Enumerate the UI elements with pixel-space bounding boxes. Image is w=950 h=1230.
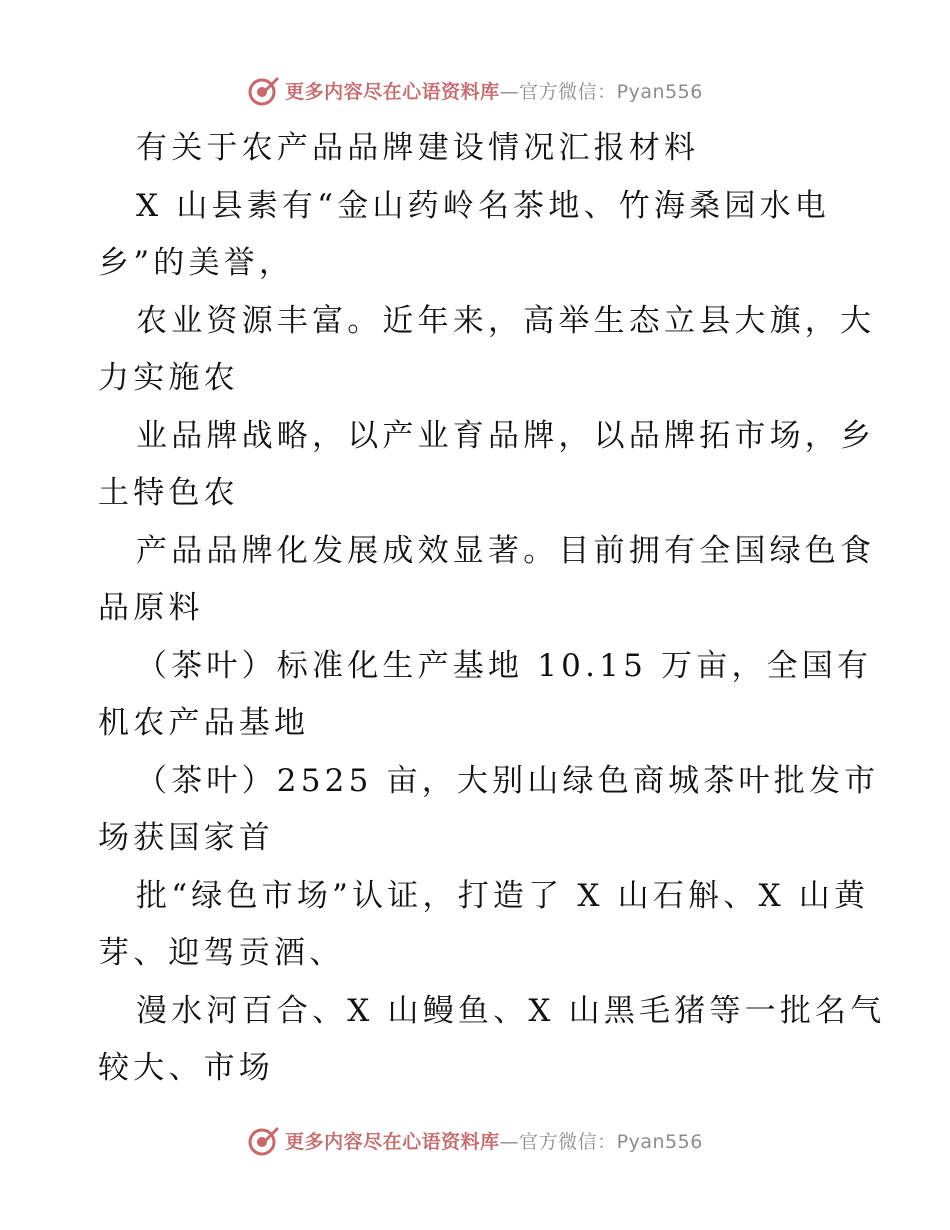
document-title: 有关于农产品品牌建设情况汇报材料 [136,130,700,166]
paragraph-line: 批“绿色市场”认证，打造了 X 山石斛、X 山黄 [136,878,870,914]
paragraph-line: 机农产品基地 [98,705,310,741]
paragraph-line: 土特色农 [98,475,239,511]
watermark-text [285,1127,703,1154]
watermark-brand: 更多内容尽在心语资料库 [285,80,500,103]
paragraph-line: （茶叶）标准化生产基地 10.15 万亩，全国有 [136,648,873,684]
quill-logo-icon [247,1123,281,1157]
header-watermark [0,70,950,110]
paragraph-line: 农业资源丰富。近年来，高举生态立县大旗，大 [136,303,876,339]
paragraph-line: 力实施农 [98,360,239,396]
paragraph-line: X 山县素有“金山药岭名茶地、竹海桑园水电 [136,188,830,224]
watermark-contact: —官方微信：Pyan556 [499,80,703,103]
paragraph-line: 场获国家首 [98,820,274,856]
paragraph-line: 产品品牌化发展成效显著。目前拥有全国绿色食 [136,533,876,569]
watermark-contact: —官方微信：Pyan556 [499,1130,703,1153]
watermark-text [285,77,703,104]
paragraph-line: （茶叶）2525 亩，大别山绿色商城茶叶批发市 [136,763,880,799]
quill-logo-icon [247,73,281,107]
paragraph-line: 漫水河百合、X 山鳗鱼、X 山黑毛猪等一批名气 [136,993,886,1029]
watermark-brand: 更多内容尽在心语资料库 [285,1130,500,1153]
footer-watermark [0,1120,950,1160]
paragraph-line: 乡”的美誉， [98,245,295,281]
paragraph-line: 品原料 [98,590,204,626]
paragraph-line: 业品牌战略，以产业育品牌，以品牌拓市场，乡 [136,418,876,454]
paragraph-line: 较大、市场 [98,1050,274,1086]
paragraph-line: 芽、迎驾贡酒、 [98,935,345,971]
